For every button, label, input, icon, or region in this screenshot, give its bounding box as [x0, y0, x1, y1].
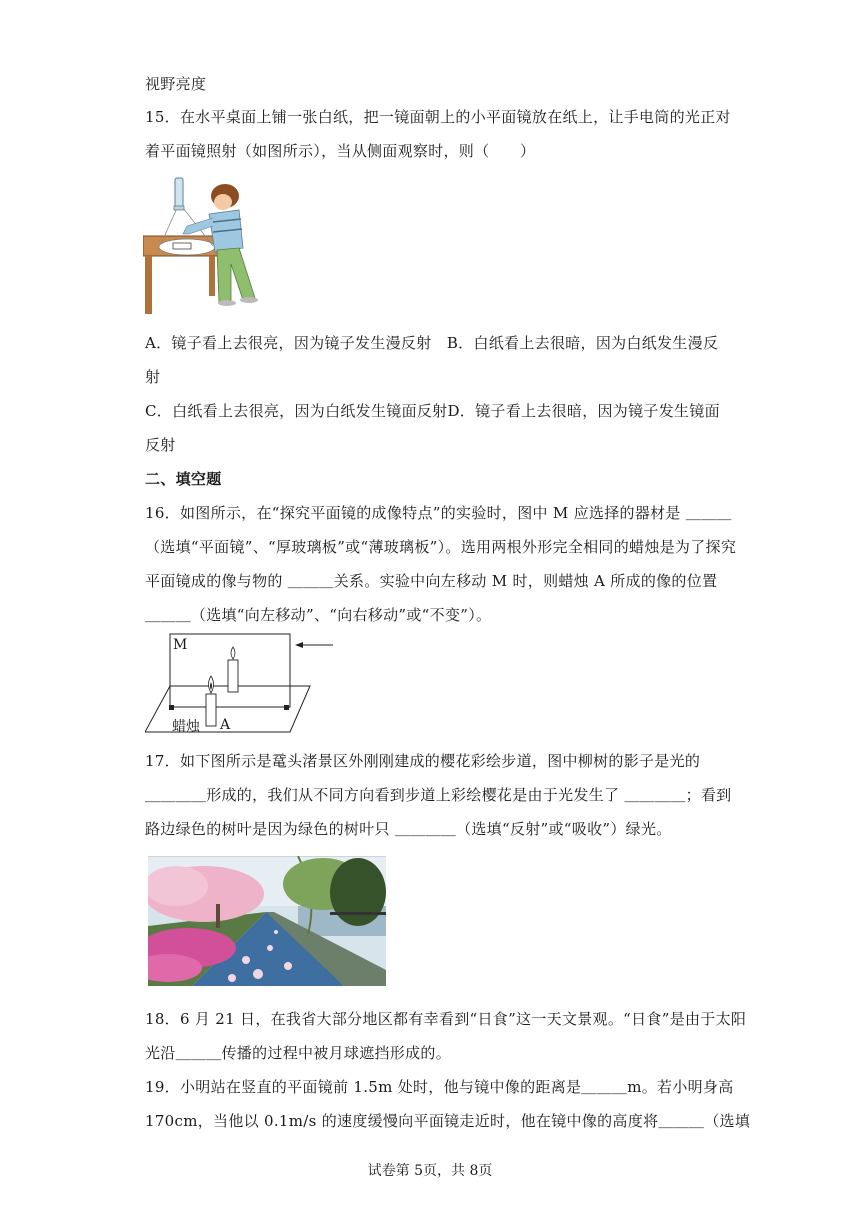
- q15-options-line2: 射: [145, 368, 161, 386]
- q16-stem-line4: ＿＿＿（选填“向左移动”、“向右移动”或“不变”）。: [145, 606, 492, 624]
- q19-stem-line2: 170cm，当他以 0.1m/s 的速度缓慢向平面镜走近时，他在镜中像的高度将＿＿＿（选填: [145, 1112, 751, 1130]
- q16-stem-line2: （选填“平面镜”、“厚玻璃板”或“薄玻璃板”）。选用两根外形完全相同的蜡烛是为了探究: [145, 538, 737, 556]
- top-fragment: 视野亮度: [145, 75, 207, 93]
- q16-figure: [145, 632, 340, 736]
- q17-photo: [148, 856, 386, 986]
- q15-options-line1: A．镜子看上去很亮，因为镜子发生漫反射 B．白纸看上去很暗，因为白纸发生漫反: [145, 334, 719, 352]
- q16-stem-line1: 16．如图所示，在“探究平面镜的成像特点”的实验时，图中 M 应选择的器材是 ＿＿＿: [145, 504, 732, 522]
- q16-label-m: M: [173, 637, 188, 653]
- q17-stem-line1: 17．如下图所示是鼋头渚景区外刚刚建成的樱花彩绘步道，图中柳树的影子是光的: [145, 752, 701, 770]
- q15-figure: [143, 172, 261, 314]
- section-title-fill-in: 二、填空题: [145, 470, 222, 488]
- q19-stem-line1: 19．小明站在竖直的平面镜前 1.5m 处时，他与镜中像的距离是＿＿＿m。若小明身高: [145, 1078, 734, 1096]
- page-footer: 试卷第 5页，共 8页: [367, 1163, 493, 1179]
- q16-stem-line3: 平面镜成的像与物的 ＿＿＿关系。实验中向左移动 M 时，则蜡烛 A 所成的像的位置: [145, 572, 718, 590]
- q18-stem-line2: 光沿＿＿＿传播的过程中被月球遮挡形成的。: [145, 1044, 452, 1062]
- q18-stem-line1: 18．6 月 21 日，在我省大部分地区都有幸看到“日食”这一天文景观。“日食”是由于太阳: [145, 1010, 747, 1028]
- q15-stem-line1: 15．在水平桌面上铺一张白纸，把一镜面朝上的小平面镜放在纸上，让手电筒的光正对: [145, 108, 731, 126]
- q15-options-line4: 反射: [145, 436, 176, 454]
- q15-options-line3: C．白纸看上去很亮，因为白纸发生镜面反射D．镜子看上去很暗，因为镜子发生镜面: [145, 402, 720, 420]
- q17-stem-line2: ＿＿＿＿形成的，我们从不同方向看到步道上彩绘樱花是由于光发生了 ＿＿＿＿；看到: [145, 786, 732, 804]
- q15-stem-line2: 着平面镜照射（如图所示），当从侧面观察时，则（ ）: [145, 142, 536, 160]
- q16-label-candle: 蜡烛: [172, 719, 200, 735]
- q16-label-a: A: [220, 717, 231, 733]
- q17-stem-line3: 路边绿色的树叶是因为绿色的树叶只 ＿＿＿＿（选填“反射”或“吸收”）绿光。: [145, 820, 672, 838]
